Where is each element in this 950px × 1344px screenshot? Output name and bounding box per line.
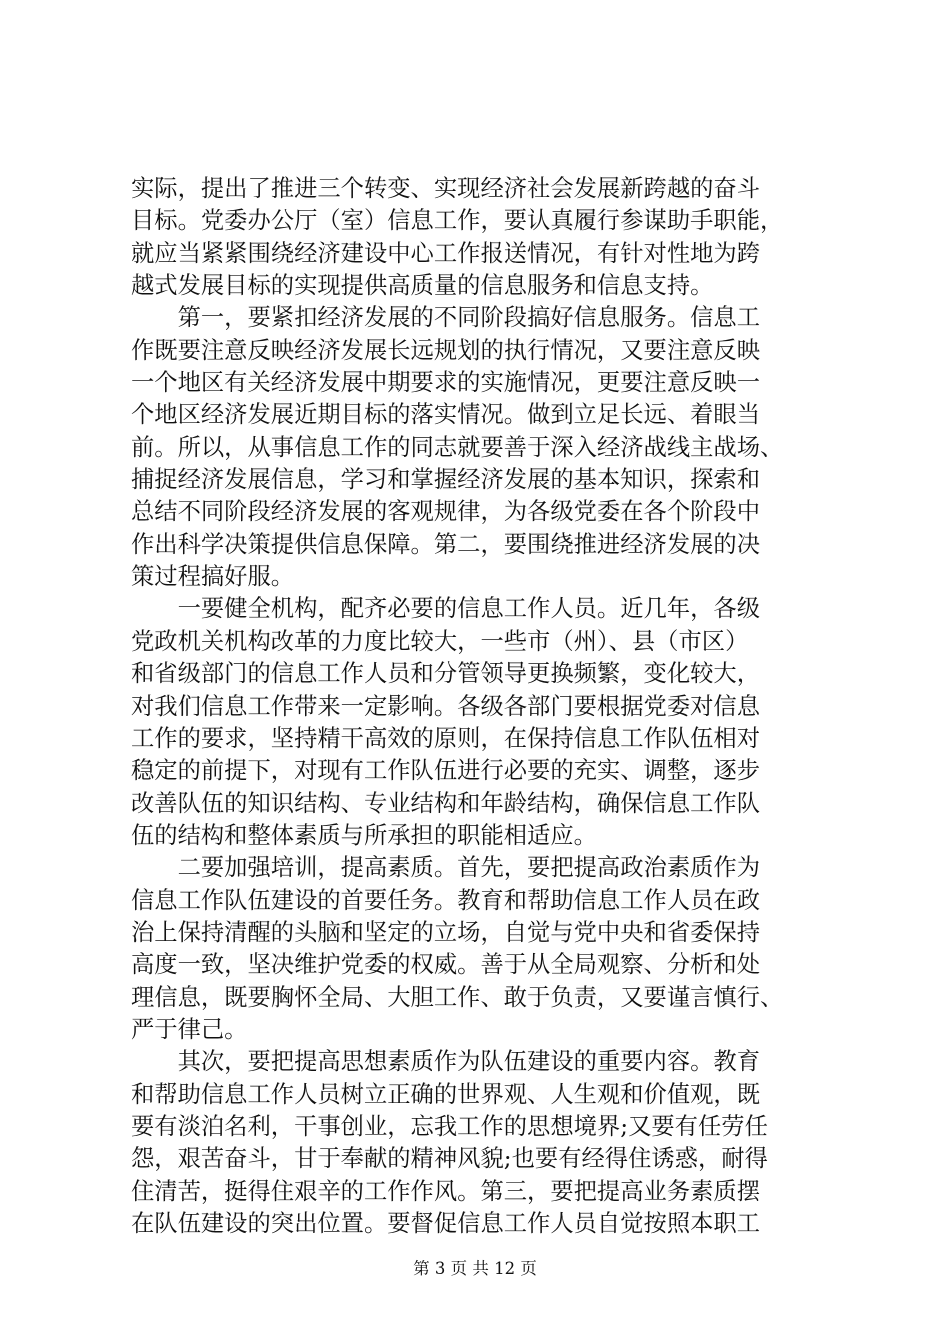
text-line: 信息工作队伍建设的首要任务。教育和帮助信息工作人员在政 bbox=[131, 886, 761, 914]
text-line: 越式发展目标的实现提供高质量的信息服务和信息支持。 bbox=[131, 272, 714, 300]
text-line: 高度一致，坚决维护党委的权威。善于从全局观察、分析和处 bbox=[131, 951, 761, 979]
text-line: 作出科学决策提供信息保障。第二，要围绕推进经济发展的决 bbox=[131, 530, 761, 558]
text-line: 实际，提出了推进三个转变、实现经济社会发展新跨越的奋斗 bbox=[131, 175, 761, 202]
text-line: 第一，要紧扣经济发展的不同阶段搞好信息服务。信息工 bbox=[131, 304, 761, 332]
text-line: 工作的要求，坚持精干高效的原则，在保持信息工作队伍相对 bbox=[131, 724, 761, 752]
text-line: 怨，艰苦奋斗，甘于奉献的精神风貌;也要有经得住诱惑，耐得 bbox=[131, 1145, 768, 1173]
text-line: 理信息，既要胸怀全局、大胆工作、敢于负责，又要谨言慎行、 bbox=[131, 983, 784, 1011]
page-footer: 第 3 页 共 12 页 bbox=[413, 1259, 537, 1278]
text-line: 伍的结构和整体素质与所承担的职能相适应。 bbox=[131, 821, 597, 849]
text-line: 前。所以，从事信息工作的同志就要善于深入经济战线主战场、 bbox=[131, 433, 784, 461]
text-line: 作既要注意反映经济发展长远规划的执行情况，又要注意反映 bbox=[131, 336, 761, 364]
text-line: 策过程搞好服。 bbox=[131, 563, 295, 591]
text-line: 住清苦，挺得住艰辛的工作作风。第三，要把提高业务素质摆 bbox=[131, 1177, 761, 1205]
text-line: 总结不同阶段经济发展的客观规律，为各级党委在各个阶段中 bbox=[131, 498, 761, 526]
text-line: 在队伍建设的突出位置。要督促信息工作人员自觉按照本职工 bbox=[131, 1210, 761, 1237]
text-line: 捕捉经济发展信息，学习和掌握经济发展的基本知识，探索和 bbox=[131, 466, 761, 494]
text-line: 其次，要把提高思想素质作为队伍建设的重要内容。教育 bbox=[131, 1048, 761, 1076]
text-line: 目标。党委办公厅（室）信息工作，要认真履行参谋助手职能， bbox=[131, 207, 784, 235]
text-line: 一要健全机构，配齐必要的信息工作人员。近几年，各级 bbox=[131, 595, 761, 623]
text-line: 对我们信息工作带来一定影响。各级各部门要根据党委对信息 bbox=[131, 692, 761, 720]
text-line: 党政机关机构改革的力度比较大，一些市（州）、县（市区） bbox=[131, 627, 749, 655]
text-line: 和省级部门的信息工作人员和分管领导更换频繁，变化较大， bbox=[131, 660, 761, 688]
document-body bbox=[131, 173, 831, 1240]
text-line: 要有淡泊名利，干事创业，忘我工作的思想境界;又要有任劳任 bbox=[131, 1112, 768, 1140]
text-line: 一个地区有关经济发展中期要求的实施情况，更要注意反映一 bbox=[131, 369, 761, 397]
text-line: 就应当紧紧围绕经济建设中心工作报送情况，有针对性地为跨 bbox=[131, 239, 761, 267]
text-line: 严于律己。 bbox=[131, 1015, 248, 1043]
text-line: 治上保持清醒的头脑和坚定的立场，自觉与党中央和省委保持 bbox=[131, 918, 761, 946]
text-line: 个地区经济发展近期目标的落实情况。做到立足长远、着眼当 bbox=[131, 401, 761, 429]
text-line: 改善队伍的知识结构、专业结构和年龄结构，确保信息工作队 bbox=[131, 789, 761, 817]
text-line: 稳定的前提下，对现有工作队伍进行必要的充实、调整，逐步 bbox=[131, 757, 761, 785]
text-line: 二要加强培训，提高素质。首先，要把提高政治素质作为 bbox=[131, 854, 761, 882]
text-line: 和帮助信息工作人员树立正确的世界观、人生观和价值观，既 bbox=[131, 1080, 761, 1108]
